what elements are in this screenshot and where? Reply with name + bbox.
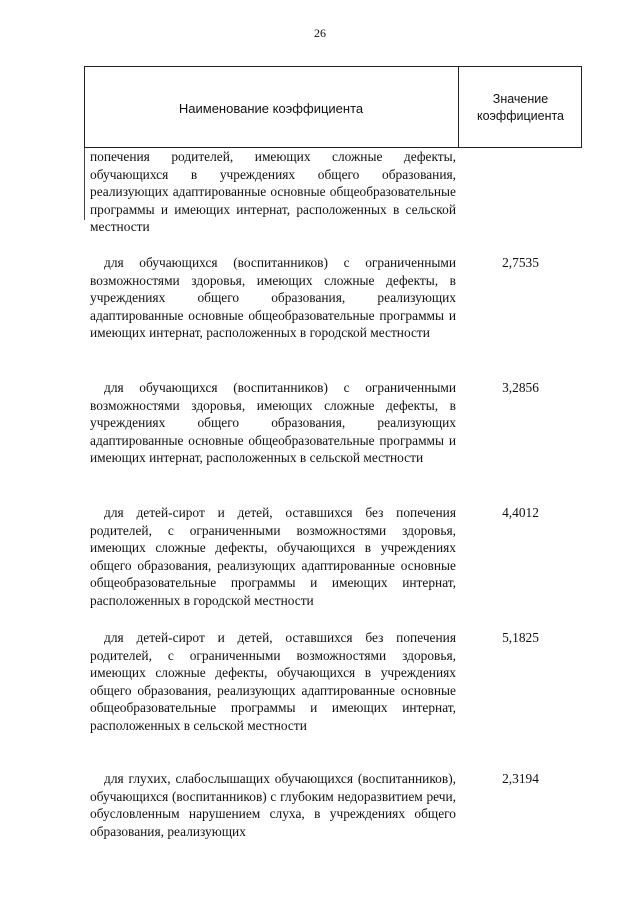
table-header [84, 66, 582, 148]
row-value: 5,1825 [502, 630, 539, 645]
row-name: для детей-сирот и детей, оставшихся без попечения родителей, с ограниченными возможностями здоровья, имеющих сложные дефекты, обучающихся в учреждениях общего образования, реализующих адаптированные основные общеобразовательные программы и имеющих интернат, расположенных в сельской местности [90, 630, 456, 733]
row-value: 4,4012 [502, 505, 539, 520]
row-name: для обучающихся (воспитанников) с ограниченными возможностями здоровья, имеющих сложные дефекты, в учреждениях общего образования, реализующих адаптированные основные общеобразовательные программы и имеющих интернат, расположенных в городской местности [90, 255, 456, 340]
table-border-middle [458, 66, 459, 148]
row-name: для обучающихся (воспитанников) с ограниченными возможностями здоровья, имеющих сложные дефекты, в учреждениях общего образования, реализующих адаптированные основные общеобразовательные программы и имеющих интернат, расположенных в сельской местности [90, 380, 456, 465]
row-value: 2,7535 [502, 255, 539, 270]
header-coefficient-value [459, 67, 582, 149]
header-coefficient-name: Наименование коэффициента [178, 100, 364, 116]
coefficient-table [84, 66, 582, 905]
table-border-left [84, 66, 85, 148]
row-name: для глухих, слабослышащих обучающихся (воспитанников), обучающихся (воспитанников) с глубоким недоразвитием речи, обусловленным нарушением слуха, в учреждениях общего образования, реализующих [90, 771, 456, 839]
row-name: попечения родителей, имеющих сложные дефекты, обучающихся в учреждениях общего образования, реализующих адаптированные основные общеобразовательные программы и имеющих интернат, расположенных в сельской местности [90, 149, 456, 234]
row-value: 2,3194 [502, 771, 539, 786]
header-value-line-2: коэффициента [476, 109, 565, 123]
row-name: для детей-сирот и детей, оставшихся без попечения родителей, с ограниченными возможностями здоровья, имеющих сложные дефекты, обучающихся в учреждениях общего образования, реализующих адаптированные основные общеобразовательные программы и имеющих интернат, расположенных в городской местности [90, 505, 456, 608]
header-value-line-1: Значение [492, 92, 549, 106]
table-border-right [581, 66, 582, 148]
page-number: 26 [314, 26, 326, 40]
table-border-stub [84, 148, 85, 220]
row-value: 3,2856 [502, 380, 539, 395]
